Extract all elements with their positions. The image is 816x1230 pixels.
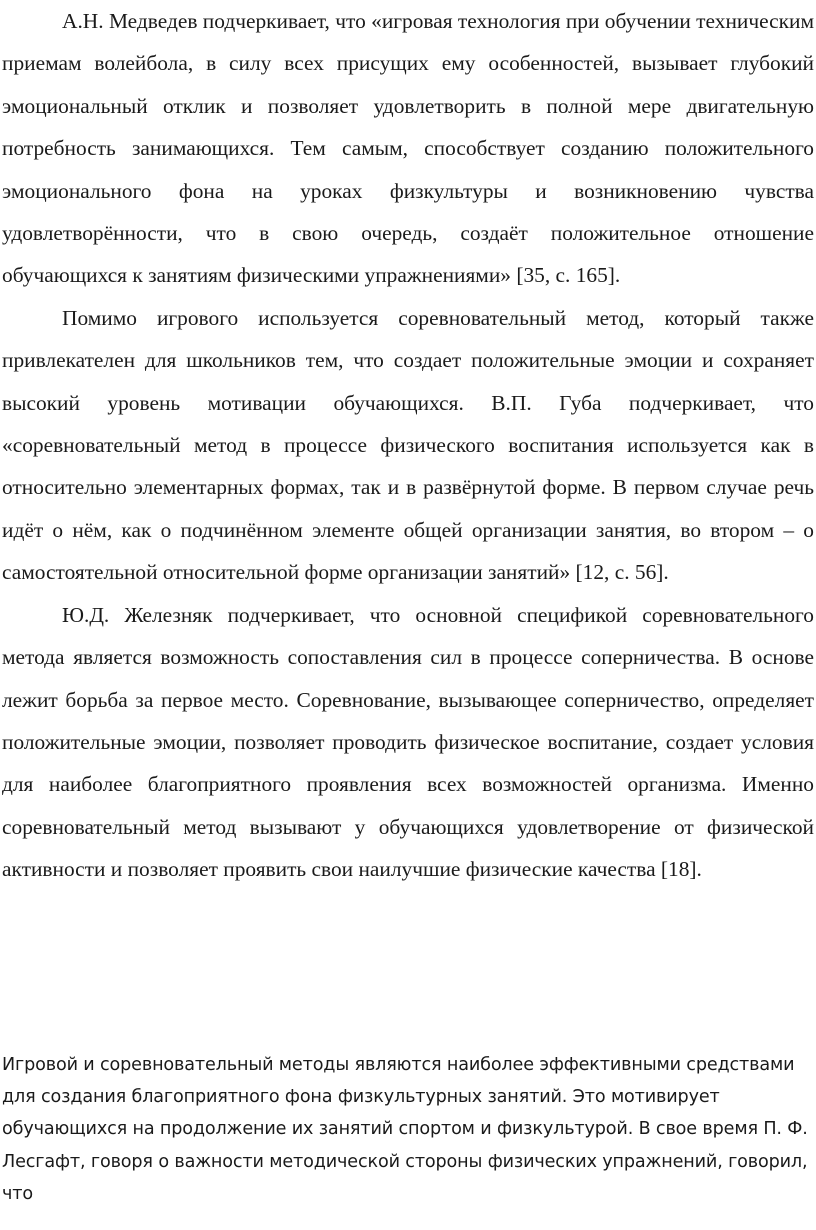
main-text-block <box>2 0 814 891</box>
paragraph-guba: Помимо игрового используется соревновательный метод, который также привлекателен для школьников тем, что создает положительные эмоции и сохраняет высокий уровень мотивации обучающихся. В.П. Губа подчеркивает, что «соревновательный метод в процессе физического воспитания используется как в относительно элементарных формах, так и в развёрнутой форме. В первом случае речь идёт о нём, как о подчинённом элементе общей организации занятия, во втором – о самостоятельной относительной форме организации занятий» [12, с. 56]. <box>2 305 814 585</box>
paragraph-medvedev: А.Н. Медведев подчеркивает, что «игровая технология при обучении техническим приемам волейбола, в силу всех присущих ему особенностей, вызывает глубокий эмоциональный отклик и позволяет удовлетворить в полной мере двигательную потребность занимающихся. Тем самым, способствует созданию положительного эмоционального фона на уроках физкультуры и возникновению чувства удовлетворённости, что в свою очередь, создаёт положительное отношение обучающихся к занятиям физическими упражнениями» [35, с. 165]. <box>2 9 814 288</box>
closing-text-block <box>2 1049 814 1210</box>
paragraph-lesgaft: Игровой и соревновательный методы являются наиболее эффективными средствами для создания благоприятного фона физкультурных занятий. Это мотивирует обучающихся на продолжение их занятий спортом и физкультурой. В свое время П. Ф. Лесгафт, говоря о важности методической стороны физических упражнений, говорил, что <box>2 1055 808 1204</box>
paragraph-zheleznyak: Ю.Д. Железняк подчеркивает, что основной спецификой соревновательного метода является возможность сопоставления сил в процессе соперничества. В основе лежит борьба за первое место. Соревнование, вызывающее соперничество, определяет положительные эмоции, позволяет проводить физическое воспитание, создает условия для наиболее благоприятного проявления всех возможностей организма. Именно соревновательный метод вызывают у обучающихся удовлетворение от физической активности и позволяет проявить свои наилучшие физические качества [18]. <box>2 602 814 882</box>
